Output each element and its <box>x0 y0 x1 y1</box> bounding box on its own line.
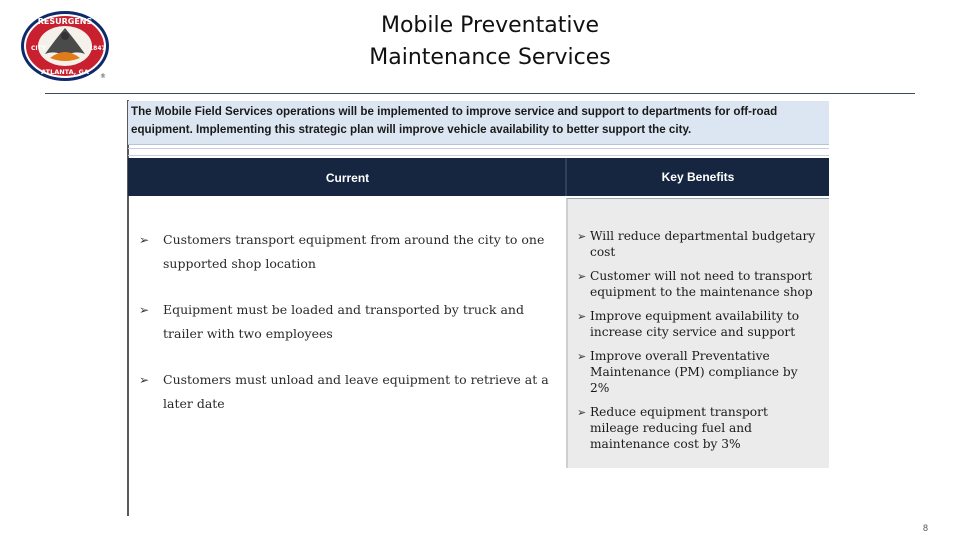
title-divider <box>45 93 915 94</box>
arrow-bullet-icon: ➢ <box>577 230 587 243</box>
benefit-item-text: Will reduce departmental budgetary cost <box>590 229 816 259</box>
intro-text: The Mobile Field Services operations will be implemented to improve service and support to departments for off-road equipment. Implementing this strategic plan will improve vehicle availability to better support the city. <box>128 101 829 145</box>
current-item-text: Customers transport equipment from around the city to one supported shop location <box>163 232 545 271</box>
benefit-item <box>577 404 817 452</box>
current-list <box>139 228 559 416</box>
current-item-text: Customers must unload and leave equipment to retrieve at a later date <box>163 372 549 411</box>
key-benefits-panel <box>566 198 829 468</box>
section-gap <box>128 148 829 156</box>
title-line-1: Mobile Preventative <box>380 13 600 38</box>
header-key-benefits: Key Benefits <box>661 170 735 184</box>
benefit-item <box>577 268 817 300</box>
page-number: 8 <box>923 523 929 533</box>
benefit-item <box>577 308 817 340</box>
arrow-bullet-icon: ➢ <box>577 310 587 323</box>
arrow-bullet-icon: ➢ <box>139 303 150 317</box>
current-item <box>139 228 559 276</box>
current-item <box>139 298 559 346</box>
title-line-2: Maintenance Services <box>369 45 611 70</box>
svg-text:ATLANTA, GA: ATLANTA, GA <box>41 68 89 76</box>
benefit-item-text: Reduce equipment transport mileage reducing fuel and maintenance cost by 3% <box>590 405 768 451</box>
arrow-bullet-icon: ➢ <box>577 406 587 419</box>
current-item-text: Equipment must be loaded and transported by truck and trailer with two employees <box>163 302 524 341</box>
header-current: Current <box>325 171 370 185</box>
arrow-bullet-icon: ➢ <box>139 233 150 247</box>
arrow-bullet-icon: ➢ <box>577 270 587 283</box>
current-item <box>139 368 559 416</box>
content-area <box>127 100 829 516</box>
benefit-item <box>577 228 817 260</box>
benefit-item-text: Improve overall Preventative Maintenance (PM) compliance by 2% <box>590 349 798 395</box>
benefit-item <box>577 348 817 396</box>
table-header <box>128 158 829 196</box>
benefit-item-text: Improve equipment availability to increase city service and support <box>590 309 800 339</box>
arrow-bullet-icon: ➢ <box>577 350 587 363</box>
svg-text:®: ® <box>100 73 106 80</box>
svg-text:CITY: CITY <box>31 45 47 52</box>
benefits-list <box>568 228 823 452</box>
arrow-bullet-icon: ➢ <box>139 373 150 387</box>
page-title <box>300 10 680 74</box>
city-seal-logo <box>20 10 112 82</box>
svg-text:1847: 1847 <box>89 45 106 52</box>
svg-text:RESURGENS: RESURGENS <box>37 17 93 26</box>
benefit-item-text: Customer will not need to transport equipment to the maintenance shop <box>590 269 813 299</box>
